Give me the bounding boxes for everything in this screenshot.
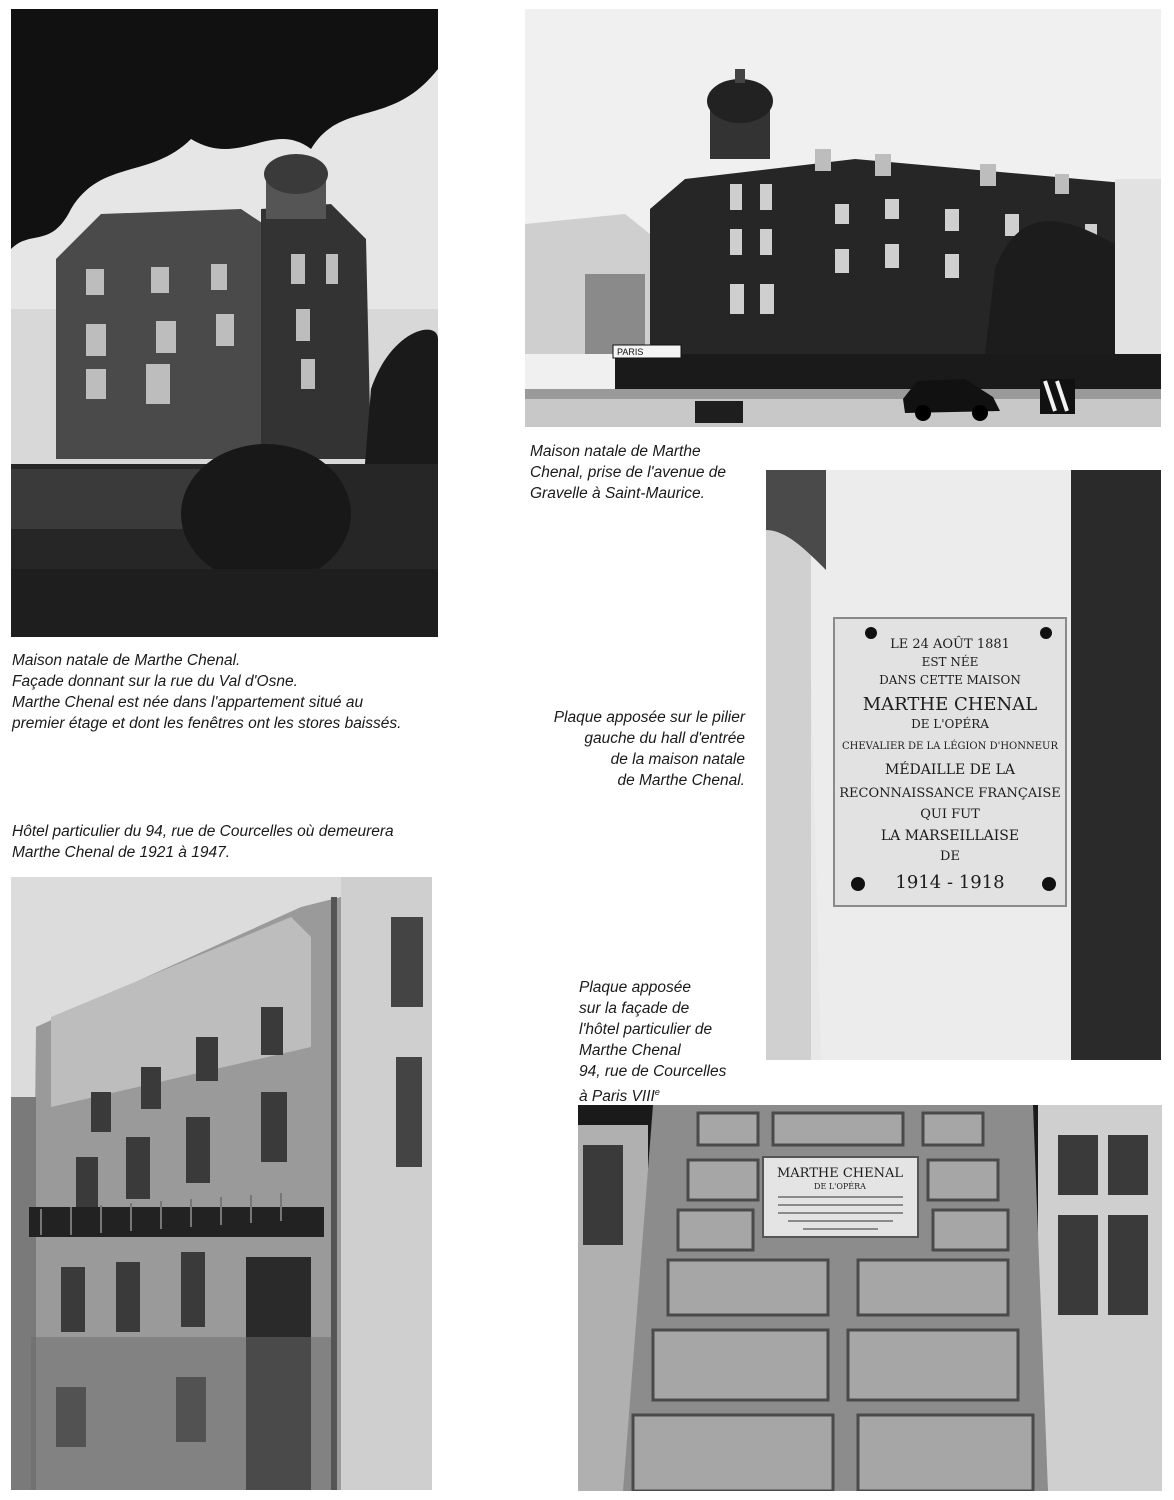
caption-line-text: à Paris VIII	[579, 1088, 655, 1106]
photo-plaque-hall	[766, 470, 1161, 1060]
plaque-hall-line: EST NÉE	[921, 655, 979, 669]
caption-line: Maison natale de Marthe	[530, 443, 701, 460]
caption-line: l'hôtel particulier de	[579, 1021, 713, 1038]
plaque-hall-line: RECONNAISSANCE FRANÇAISE	[839, 786, 1061, 801]
plaque-hall-line: DE	[940, 849, 960, 864]
caption-line: de la maison natale	[610, 751, 745, 768]
caption-plaque-facade	[579, 977, 726, 1107]
street-sign-text: PARIS	[617, 347, 644, 357]
plaque-facade-subtitle: DE L'OPÉRA	[814, 1182, 866, 1191]
photo-hotel-courcelles	[11, 877, 432, 1490]
caption-line	[579, 1082, 726, 1107]
plaque-hall-line: LE 24 AOÛT 1881	[890, 637, 1010, 652]
caption-line: sur la façade de	[579, 1000, 690, 1017]
caption-line: de Marthe Chenal.	[617, 772, 745, 789]
photo-birth-house-val-osne	[11, 9, 438, 637]
caption-line: Hôtel particulier du 94, rue de Courcelles où demeurera	[12, 823, 394, 840]
plaque-hall-line: DE L'OPÉRA	[911, 717, 989, 731]
plaque-hall-line: CHEVALIER DE LA LÉGION D'HONNEUR	[841, 741, 1059, 752]
caption-superscript: e	[654, 1087, 660, 1097]
caption-birth-house-val-osne	[12, 650, 401, 734]
caption-hotel-courcelles	[12, 821, 394, 863]
caption-line: 94, rue de Courcelles	[579, 1063, 727, 1080]
plaque-hall-line: QUI FUT	[920, 807, 980, 822]
caption-line: Maison natale de Marthe Chenal.	[12, 652, 241, 669]
caption-line: Chenal, prise de l'avenue de	[530, 464, 726, 481]
caption-line: Plaque apposée	[579, 979, 692, 996]
caption-line: Marthe Chenal est née dans l'appartement situé au	[12, 694, 364, 711]
caption-birth-house-gravelle	[530, 441, 726, 504]
photo-plaque-facade	[578, 1105, 1162, 1491]
plaque-facade-name: MARTHE CHENAL	[776, 1166, 904, 1181]
caption-plaque-hall	[520, 707, 745, 791]
photo-birth-house-gravelle	[525, 9, 1161, 427]
caption-line: Marthe Chenal	[579, 1042, 681, 1059]
caption-line: Marthe Chenal de 1921 à 1947.	[12, 844, 231, 861]
caption-line: Gravelle à Saint-Maurice.	[530, 485, 705, 502]
plaque-hall-line: 1914 - 1918	[895, 872, 1005, 893]
plaque-hall-line: LA MARSEILLAISE	[880, 828, 1020, 844]
plaque-hall-line: MÉDAILLE DE LA	[885, 762, 1015, 778]
caption-line: Plaque apposée sur le pilier	[553, 709, 745, 726]
caption-line: premier étage et dont les fenêtres ont les stores baissés.	[12, 715, 402, 732]
plaque-hall-line: MARTHE CHENAL	[862, 694, 1038, 715]
caption-line: gauche du hall d'entrée	[584, 730, 745, 747]
caption-line: Façade donnant sur la rue du Val d'Osne.	[12, 673, 298, 690]
plaque-hall-line: DANS CETTE MAISON	[879, 673, 1021, 687]
